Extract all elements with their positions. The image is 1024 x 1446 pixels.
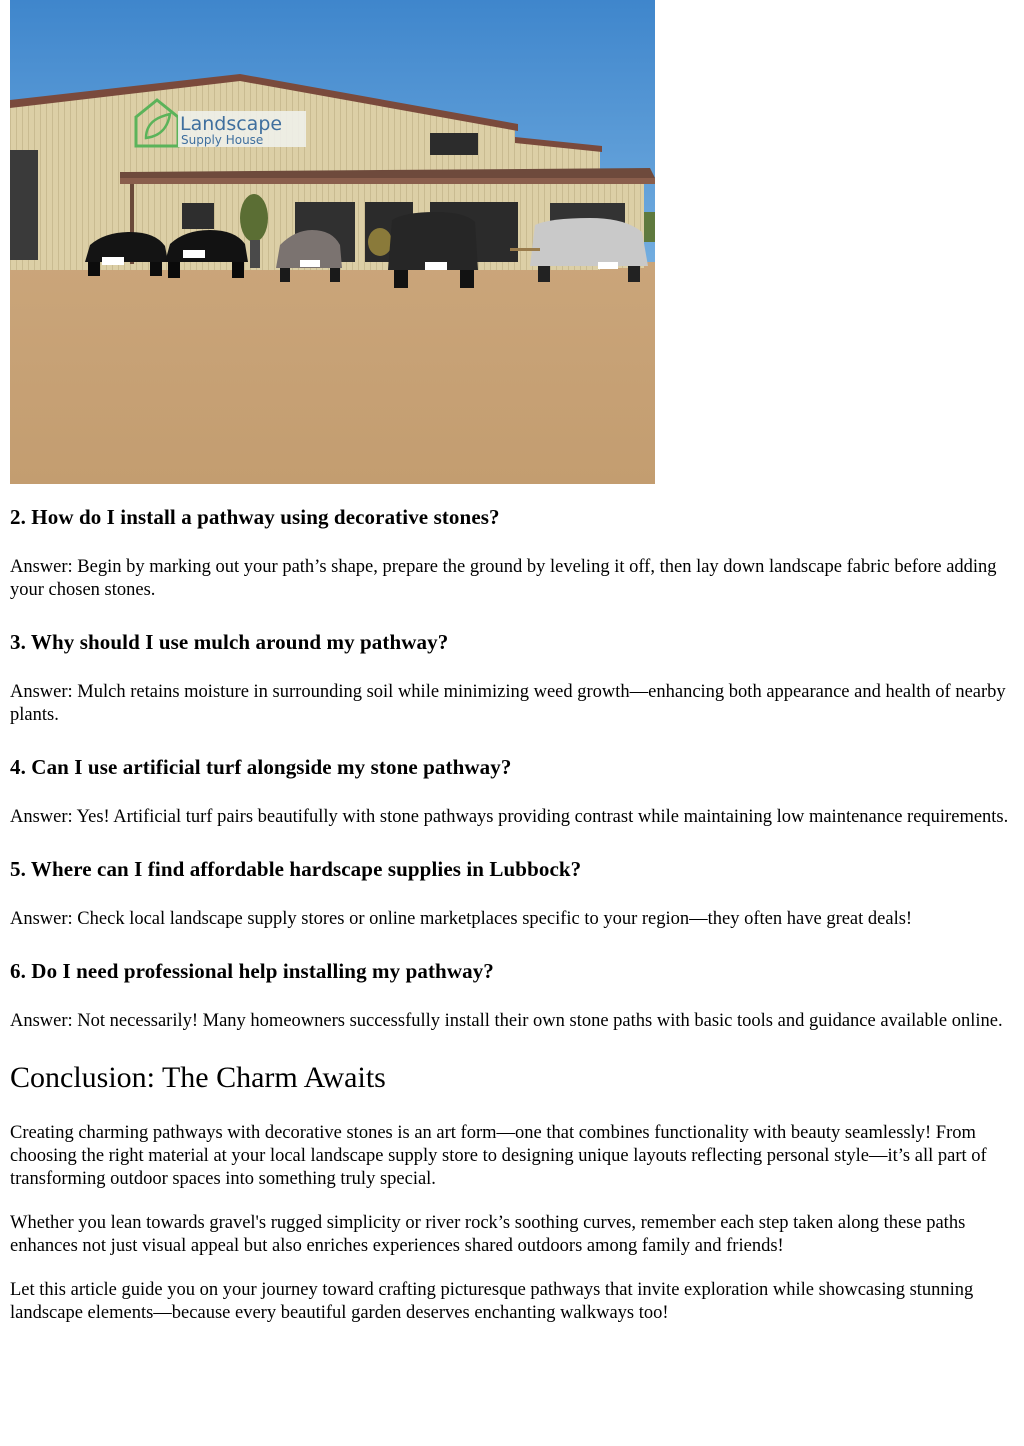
faq-question: 6. Do I need professional help installing my pathway?	[10, 959, 494, 983]
conclusion-paragraph: Creating charming pathways with decorative stones is an art form—one that combines functionality with beauty seamlessly! From choosing the right material at your local landscape supply store to designing unique layouts reflecting personal style—it’s all part of transforming outdoor spaces into something truly special.	[10, 1123, 987, 1189]
conclusion-paragraph: Let this article guide you on your journey toward crafting picturesque pathways that invite exploration while showcasing stunning landscape elements—because every beautiful garden deserves enchanting walkways too!	[10, 1280, 974, 1323]
faq-question: 3. Why should I use mulch around my pathway?	[10, 630, 449, 654]
faq-answer: Answer: Not necessarily! Many homeowners successfully install their own stone paths with basic tools and guidance available online.	[10, 1011, 1003, 1031]
svg-text:Landscape: Landscape	[180, 113, 283, 135]
faq-answer: Answer: Begin by marking out your path’s shape, prepare the ground by leveling it off, then lay down landscape fabric before adding your chosen stones.	[10, 557, 997, 600]
faq-question: 4. Can I use artificial turf alongside my stone pathway?	[10, 755, 512, 779]
article-content	[10, 504, 1014, 1346]
faq-question: 5. Where can I find affordable hardscape supplies in Lubbock?	[10, 857, 582, 881]
storefront-photo	[10, 0, 655, 484]
faq-answer: Answer: Yes! Artificial turf pairs beautifully with stone pathways providing contrast while maintaining low maintenance requirements.	[10, 807, 1009, 827]
faq-section	[10, 504, 1014, 1033]
faq-question: 2. How do I install a pathway using decorative stones?	[10, 505, 500, 529]
faq-answer: Answer: Mulch retains moisture in surrounding soil while minimizing weed growth—enhancing both appearance and health of nearby plants.	[10, 682, 1006, 725]
conclusion-paragraph: Whether you lean towards gravel's rugged simplicity or river rock’s soothing curves, remember each step taken along these paths enhances not just visual appeal but also enriches experiences shared outdoors among family and friends!	[10, 1213, 966, 1256]
faq-answer: Answer: Check local landscape supply stores or online marketplaces specific to your region—they often have great deals!	[10, 909, 913, 929]
conclusion-heading: Conclusion: The Charm Awaits	[10, 1061, 386, 1094]
svg-text:Supply House: Supply House	[181, 133, 264, 147]
